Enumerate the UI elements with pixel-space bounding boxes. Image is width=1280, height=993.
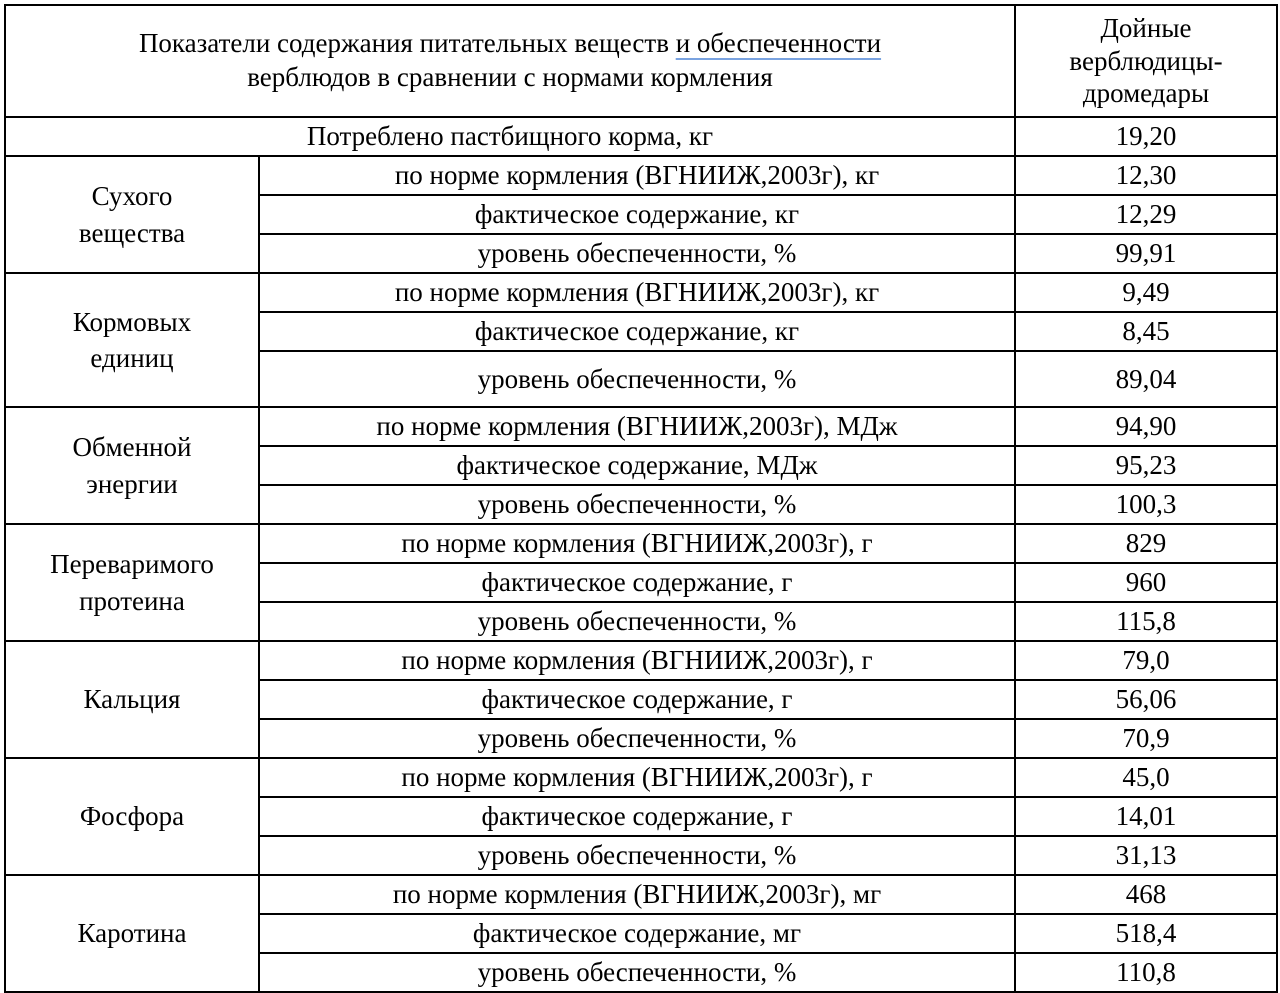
indicator-value: 99,91 bbox=[1015, 234, 1277, 273]
indicator-label: уровень обеспеченности, % bbox=[259, 485, 1015, 524]
indicator-value: 31,13 bbox=[1015, 836, 1277, 875]
indicator-value: 110,8 bbox=[1015, 953, 1277, 992]
indicator-label: по норме кормления (ВГНИИЖ,2003г), кг bbox=[259, 273, 1015, 312]
indicator-value: 94,90 bbox=[1015, 407, 1277, 446]
group-name-line2: единиц bbox=[90, 343, 174, 373]
indicator-label: фактическое содержание, кг bbox=[259, 312, 1015, 351]
group-name-line2: протеина bbox=[79, 585, 185, 616]
indicator-label: уровень обеспеченности, % bbox=[259, 719, 1015, 758]
group-name-line1: Фосфора bbox=[79, 801, 185, 832]
table-row bbox=[5, 641, 1277, 680]
nutrient-group-name bbox=[5, 407, 259, 524]
group-name-line1: Каротина bbox=[77, 918, 187, 949]
indicator-value: 14,01 bbox=[1015, 797, 1277, 836]
indicator-label: фактическое содержание, мг bbox=[259, 914, 1015, 953]
indicator-label: уровень обеспеченности, % bbox=[259, 351, 1015, 407]
table-row bbox=[5, 156, 1277, 195]
indicator-label: уровень обеспеченности, % bbox=[259, 953, 1015, 992]
camel-header-line2: верблюдицы- bbox=[1069, 45, 1223, 76]
indicator-value: 829 bbox=[1015, 524, 1277, 563]
group-name-line1: Переваримого bbox=[50, 549, 214, 580]
indicator-value: 56,06 bbox=[1015, 680, 1277, 719]
indicator-value: 100,3 bbox=[1015, 485, 1277, 524]
table-row bbox=[5, 524, 1277, 563]
indicator-label: фактическое содержание, кг bbox=[259, 195, 1015, 234]
indicator-label: по норме кормления (ВГНИИЖ,2003г), МДж bbox=[259, 407, 1015, 446]
camel-header-line1: Дойные bbox=[1100, 13, 1192, 44]
indicator-value: 468 bbox=[1015, 875, 1277, 914]
nutrient-supply-table bbox=[4, 4, 1278, 993]
indicator-label: уровень обеспеченности, % bbox=[259, 602, 1015, 641]
indicator-label: фактическое содержание, г bbox=[259, 680, 1015, 719]
indicator-value: 115,8 bbox=[1015, 602, 1277, 641]
group-name-line1: Сухого bbox=[91, 181, 173, 212]
table-row bbox=[5, 875, 1277, 914]
group-name-line2: вещества bbox=[78, 217, 186, 248]
total-feed-label: Потреблено пастбищного корма, кг bbox=[5, 117, 1015, 156]
indicator-value: 8,45 bbox=[1015, 312, 1277, 351]
indicator-value: 89,04 bbox=[1015, 351, 1277, 407]
indicator-value: 518,4 bbox=[1015, 914, 1277, 953]
group-name-line1: Обменной bbox=[72, 432, 192, 463]
table-row bbox=[5, 407, 1277, 446]
indicator-header-line1b: и обеспеченности bbox=[675, 28, 882, 59]
group-name-line1: Кормовых bbox=[72, 306, 192, 337]
indicator-label: уровень обеспеченности, % bbox=[259, 836, 1015, 875]
nutrient-group-name bbox=[5, 641, 259, 758]
indicator-header-line2: верблюдов в сравнении с нормами кормления bbox=[247, 62, 773, 92]
group-name-line1: Кальция bbox=[83, 684, 181, 715]
indicator-value: 70,9 bbox=[1015, 719, 1277, 758]
nutrient-group-name bbox=[5, 758, 259, 875]
indicator-value: 79,0 bbox=[1015, 641, 1277, 680]
camel-group-header bbox=[1015, 5, 1277, 117]
indicator-header bbox=[5, 5, 1015, 117]
table-row bbox=[5, 758, 1277, 797]
nutrient-group-name bbox=[5, 156, 259, 273]
indicator-value: 12,29 bbox=[1015, 195, 1277, 234]
total-feed-row bbox=[5, 117, 1277, 156]
group-name-line2: энергии bbox=[86, 468, 178, 499]
indicator-value: 95,23 bbox=[1015, 446, 1277, 485]
indicator-value: 12,30 bbox=[1015, 156, 1277, 195]
indicator-value: 45,0 bbox=[1015, 758, 1277, 797]
indicator-label: фактическое содержание, г bbox=[259, 797, 1015, 836]
indicator-value: 9,49 bbox=[1015, 273, 1277, 312]
table-header-row bbox=[5, 5, 1277, 117]
indicator-label: по норме кормления (ВГНИИЖ,2003г), г bbox=[259, 758, 1015, 797]
indicator-label: по норме кормления (ВГНИИЖ,2003г), кг bbox=[259, 156, 1015, 195]
table-row bbox=[5, 273, 1277, 312]
total-feed-value: 19,20 bbox=[1015, 117, 1277, 156]
nutrient-groups bbox=[5, 156, 1277, 992]
nutrient-group-name bbox=[5, 524, 259, 641]
indicator-label: уровень обеспеченности, % bbox=[259, 234, 1015, 273]
indicator-header-line1a: Показатели содержания питательных веществ bbox=[138, 28, 676, 59]
camel-header-line3: дромедары bbox=[1082, 78, 1210, 109]
indicator-label: фактическое содержание, МДж bbox=[259, 446, 1015, 485]
nutrient-group-name bbox=[5, 875, 259, 992]
nutrient-group-name bbox=[5, 273, 259, 407]
indicator-label: по норме кормления (ВГНИИЖ,2003г), г bbox=[259, 524, 1015, 563]
indicator-label: по норме кормления (ВГНИИЖ,2003г), мг bbox=[259, 875, 1015, 914]
indicator-value: 960 bbox=[1015, 563, 1277, 602]
indicator-label: фактическое содержание, г bbox=[259, 563, 1015, 602]
indicator-label: по норме кормления (ВГНИИЖ,2003г), г bbox=[259, 641, 1015, 680]
